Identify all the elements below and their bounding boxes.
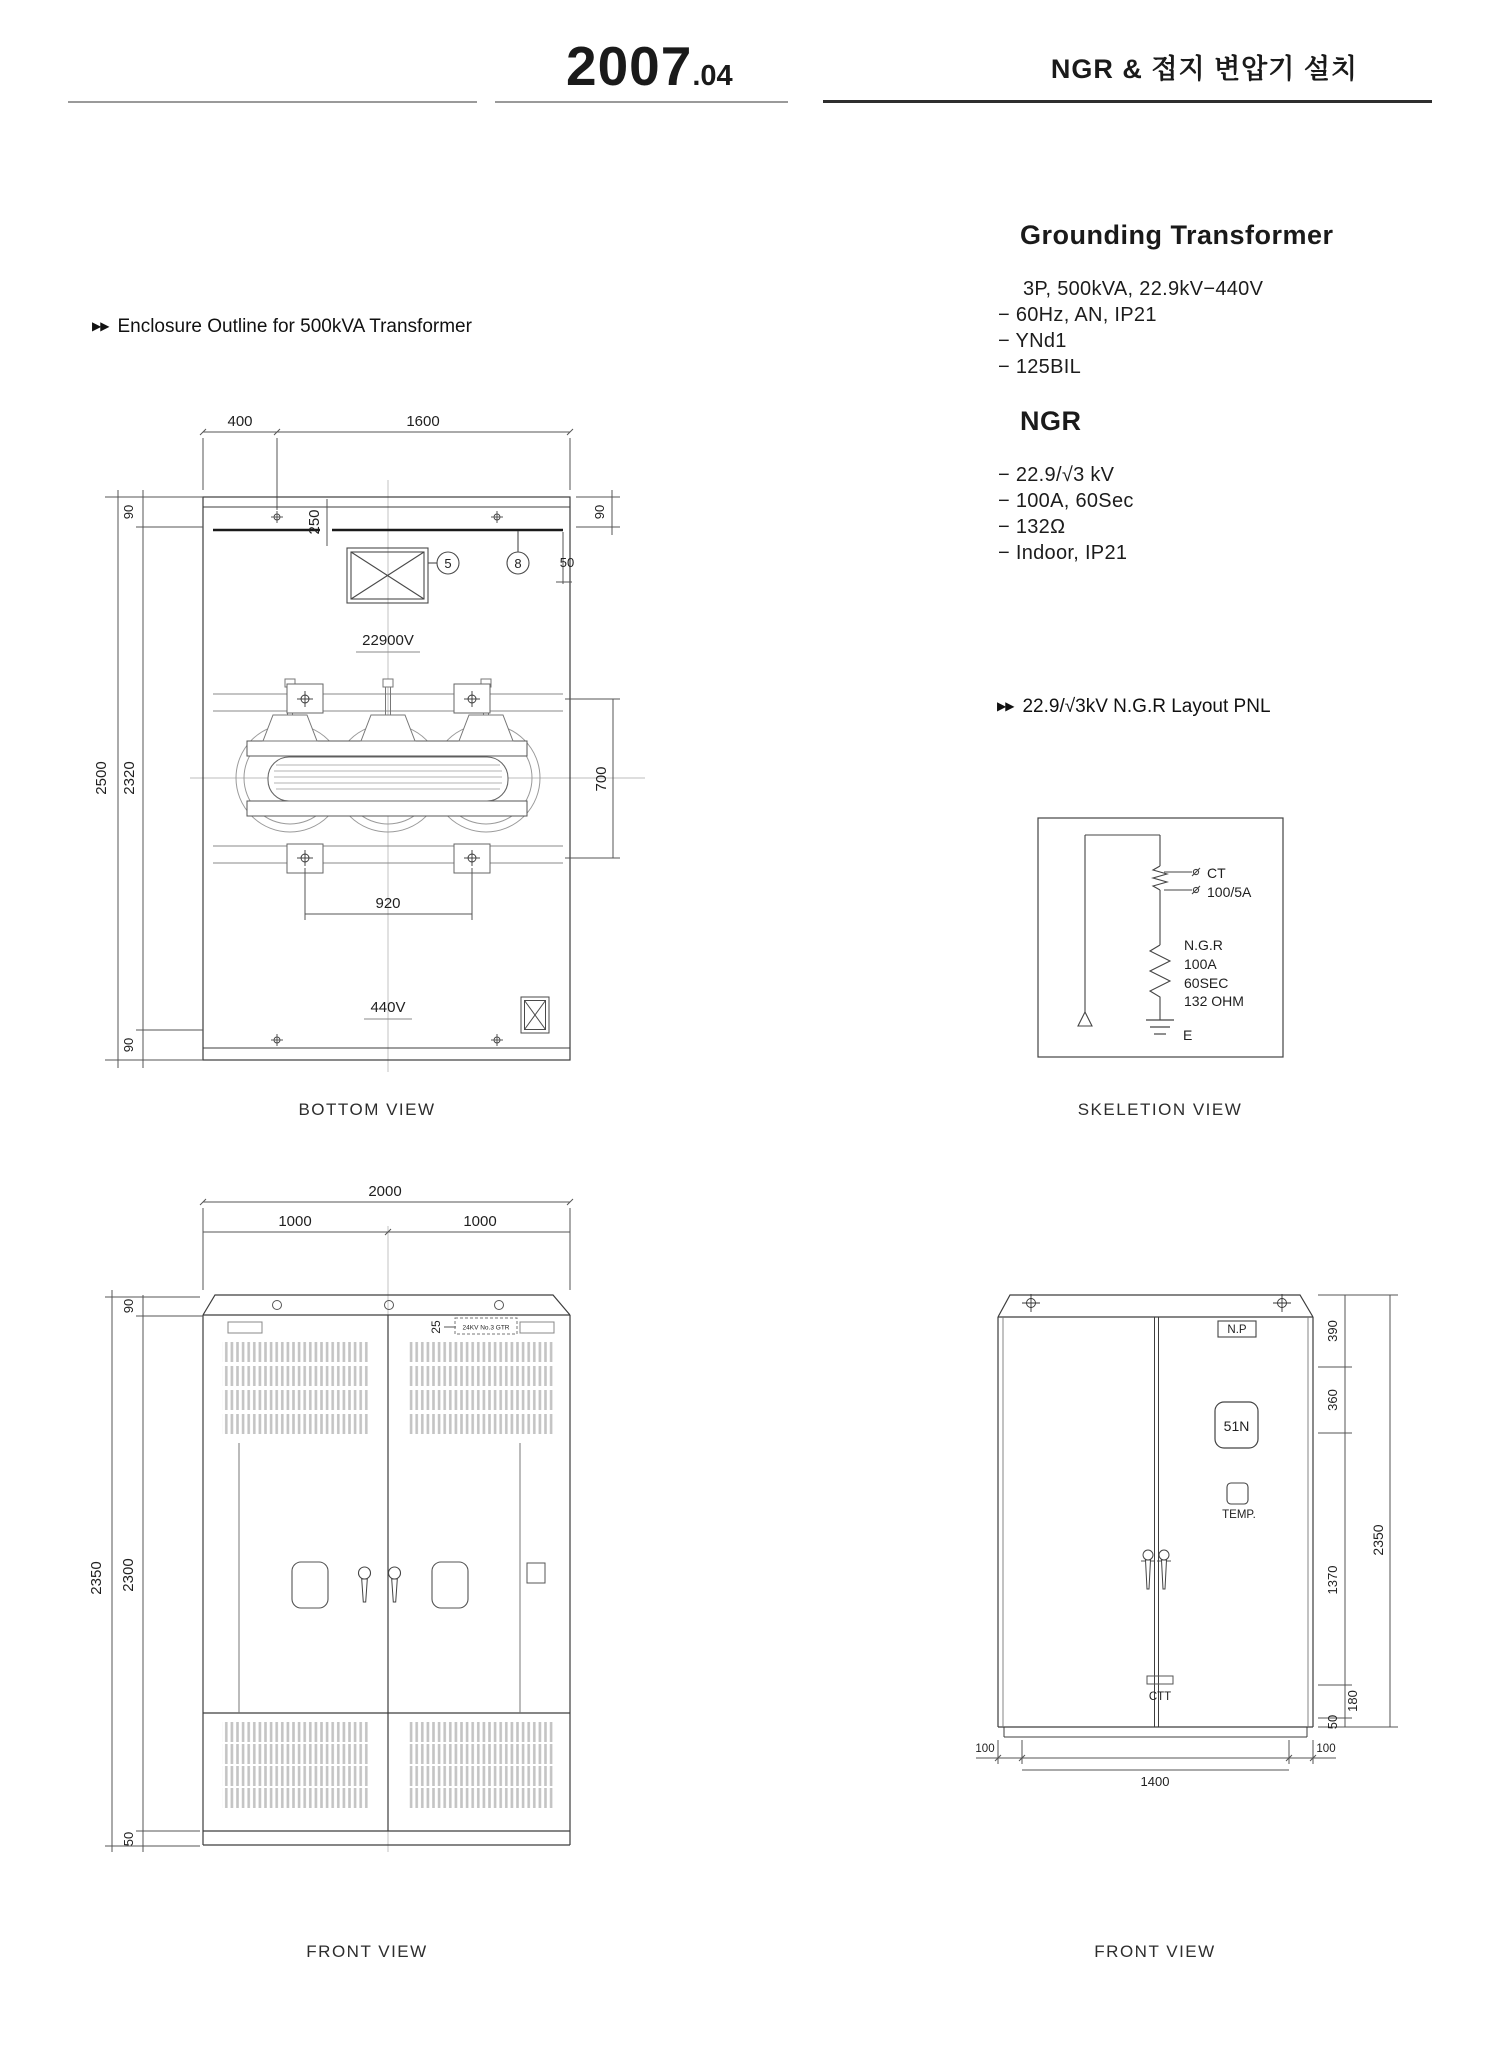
spec-line: − YNd1 bbox=[998, 330, 1067, 352]
temp-indicator-box bbox=[1227, 1483, 1248, 1504]
double-arrow-icon: ▶▶ bbox=[997, 699, 1014, 713]
front-view-right-drawing bbox=[940, 1240, 1410, 1800]
panel-door-handles bbox=[1141, 1550, 1171, 1589]
dim-920: 920 bbox=[375, 895, 401, 912]
dim-1370: 1370 bbox=[1325, 1565, 1340, 1595]
balloon-5: 5 bbox=[444, 556, 452, 571]
dim-90-cap: 90 bbox=[121, 1298, 136, 1314]
dim-1400: 1400 bbox=[1140, 1774, 1170, 1789]
balloon-8: 8 bbox=[514, 556, 522, 571]
temp-label: TEMP. bbox=[1222, 1509, 1256, 1521]
dim-90-bottom: 90 bbox=[121, 1037, 136, 1053]
clamp-bar-top bbox=[247, 741, 527, 756]
top-dimension-lines bbox=[200, 429, 573, 510]
dim-1000-right: 1000 bbox=[463, 1213, 497, 1230]
dim-2000: 2000 bbox=[368, 1183, 402, 1200]
ngr-name-label: N.G.R bbox=[1184, 937, 1223, 953]
nameplate-text: 24KV No.3 GTR bbox=[462, 1324, 510, 1332]
earth-symbol bbox=[1146, 1020, 1174, 1034]
np-label: N.P bbox=[1227, 1324, 1247, 1336]
page-date-title bbox=[566, 34, 733, 98]
bottom-view-caption: BOTTOM VIEW bbox=[298, 1100, 436, 1119]
ct-label: CT bbox=[1207, 865, 1226, 881]
dim-2500: 2500 bbox=[93, 761, 110, 795]
resistor-symbol bbox=[1150, 945, 1170, 1000]
bottom-view-drawing bbox=[60, 370, 720, 1130]
relay-51n-label: 51N bbox=[1223, 1418, 1250, 1434]
ngr-ohm-label: 132 OHM bbox=[1184, 993, 1244, 1009]
dim-390: 390 bbox=[1325, 1320, 1340, 1342]
panel-outline bbox=[998, 1295, 1313, 1737]
ct-symbol bbox=[1153, 866, 1200, 894]
spec-line: − 100A, 60Sec bbox=[998, 490, 1134, 512]
dim-100-right: 100 bbox=[1316, 1743, 1336, 1755]
spec-line: − 132Ω bbox=[998, 516, 1066, 538]
ngr-layout-title bbox=[997, 696, 1271, 718]
bottom-dimension-lines bbox=[976, 1740, 1336, 1770]
dim-2350-panel: 2350 bbox=[1370, 1524, 1386, 1556]
spec-line: 3P, 500kVA, 22.9kV−440V bbox=[1023, 278, 1264, 300]
dim-2350: 2350 bbox=[88, 1561, 105, 1595]
header-rule-right bbox=[823, 100, 1432, 103]
earth-label: E bbox=[1183, 1027, 1193, 1043]
winding-capsule bbox=[268, 757, 508, 801]
month-text: .04 bbox=[692, 60, 733, 92]
delta-symbol bbox=[1078, 1012, 1092, 1026]
dim-700: 700 bbox=[593, 766, 610, 792]
dim-90-top: 90 bbox=[121, 504, 136, 520]
right-dimension-lines bbox=[1318, 1295, 1398, 1730]
dim-920-lines bbox=[305, 868, 472, 920]
clamp-bar-bottom bbox=[247, 801, 527, 816]
dim-360: 360 bbox=[1325, 1389, 1340, 1411]
front-view-right-caption: FRONT VIEW bbox=[1094, 1942, 1216, 1961]
top-dimension-lines bbox=[200, 1199, 573, 1290]
double-arrow-icon: ▶▶ bbox=[92, 319, 109, 333]
dim-25: 25 bbox=[429, 1320, 443, 1334]
front-view-left-drawing bbox=[60, 1180, 740, 1880]
skeleton-view-caption: SKELETION VIEW bbox=[1077, 1100, 1243, 1119]
year-text: 2007 bbox=[566, 35, 693, 97]
dim-50: 50 bbox=[559, 555, 575, 570]
ngr-time-label: 60SEC bbox=[1184, 975, 1229, 991]
header-rule-left bbox=[68, 101, 477, 103]
lv-voltage-label: 440V bbox=[370, 999, 406, 1016]
spec-line: − 125BIL bbox=[998, 356, 1082, 378]
door-window-left bbox=[292, 1562, 328, 1608]
spec-line: − Indoor, IP21 bbox=[998, 542, 1128, 564]
side-latch-box bbox=[527, 1563, 545, 1583]
dim-50-panel-base: 50 bbox=[1325, 1714, 1340, 1730]
label-plate-right bbox=[520, 1322, 554, 1333]
ctt-box bbox=[1147, 1676, 1173, 1684]
header-rule-center bbox=[495, 101, 788, 103]
dim-90-right: 90 bbox=[592, 504, 607, 520]
dim-180: 180 bbox=[1345, 1690, 1360, 1712]
roof-bolt-marks bbox=[1022, 1294, 1291, 1312]
dim-50-base: 50 bbox=[121, 1831, 136, 1847]
ngr-title: NGR bbox=[1020, 406, 1082, 436]
door-frame-lines bbox=[239, 1443, 520, 1713]
enclosure-section-title bbox=[92, 316, 472, 338]
dim-1000-left: 1000 bbox=[278, 1213, 312, 1230]
spec-line: − 22.9/√3 kV bbox=[998, 464, 1115, 486]
dim-100-left: 100 bbox=[975, 1743, 995, 1755]
spec-line: − 60Hz, AN, IP21 bbox=[998, 304, 1157, 326]
ngr-current-label: 100A bbox=[1184, 956, 1217, 972]
page-title-korean: NGR & 접지 변압기 설치 bbox=[1050, 54, 1358, 84]
door-handles bbox=[359, 1567, 401, 1602]
grounding-transformer-title: Grounding Transformer bbox=[1020, 220, 1334, 250]
hv-throat-box bbox=[347, 548, 428, 603]
enclosure-title-text: Enclosure Outline for 500kVA Transformer bbox=[117, 316, 472, 337]
dim-400: 400 bbox=[227, 413, 253, 430]
left-dimension-lines bbox=[105, 490, 203, 1068]
ngr-specs bbox=[998, 462, 1134, 566]
dim-2320: 2320 bbox=[121, 761, 138, 795]
grounding-transformer-specs bbox=[998, 276, 1263, 380]
dim-250: 250 bbox=[306, 509, 323, 535]
dim-2300: 2300 bbox=[120, 1558, 137, 1592]
door-window-right bbox=[432, 1562, 468, 1608]
front-view-left-caption: FRONT VIEW bbox=[306, 1942, 428, 1961]
hv-voltage-label: 22900V bbox=[362, 632, 414, 649]
lv-throat-box bbox=[521, 997, 549, 1033]
ctt-label: CTT bbox=[1148, 1691, 1172, 1703]
label-plate-left bbox=[228, 1322, 262, 1333]
skeleton-view-drawing bbox=[1020, 800, 1300, 1070]
circuit-wires bbox=[1085, 835, 1160, 1020]
ct-ratio-label: 100/5A bbox=[1207, 884, 1252, 900]
ngr-layout-title-text: 22.9/√3kV N.G.R Layout PNL bbox=[1022, 696, 1271, 717]
dim-1600: 1600 bbox=[406, 413, 440, 430]
